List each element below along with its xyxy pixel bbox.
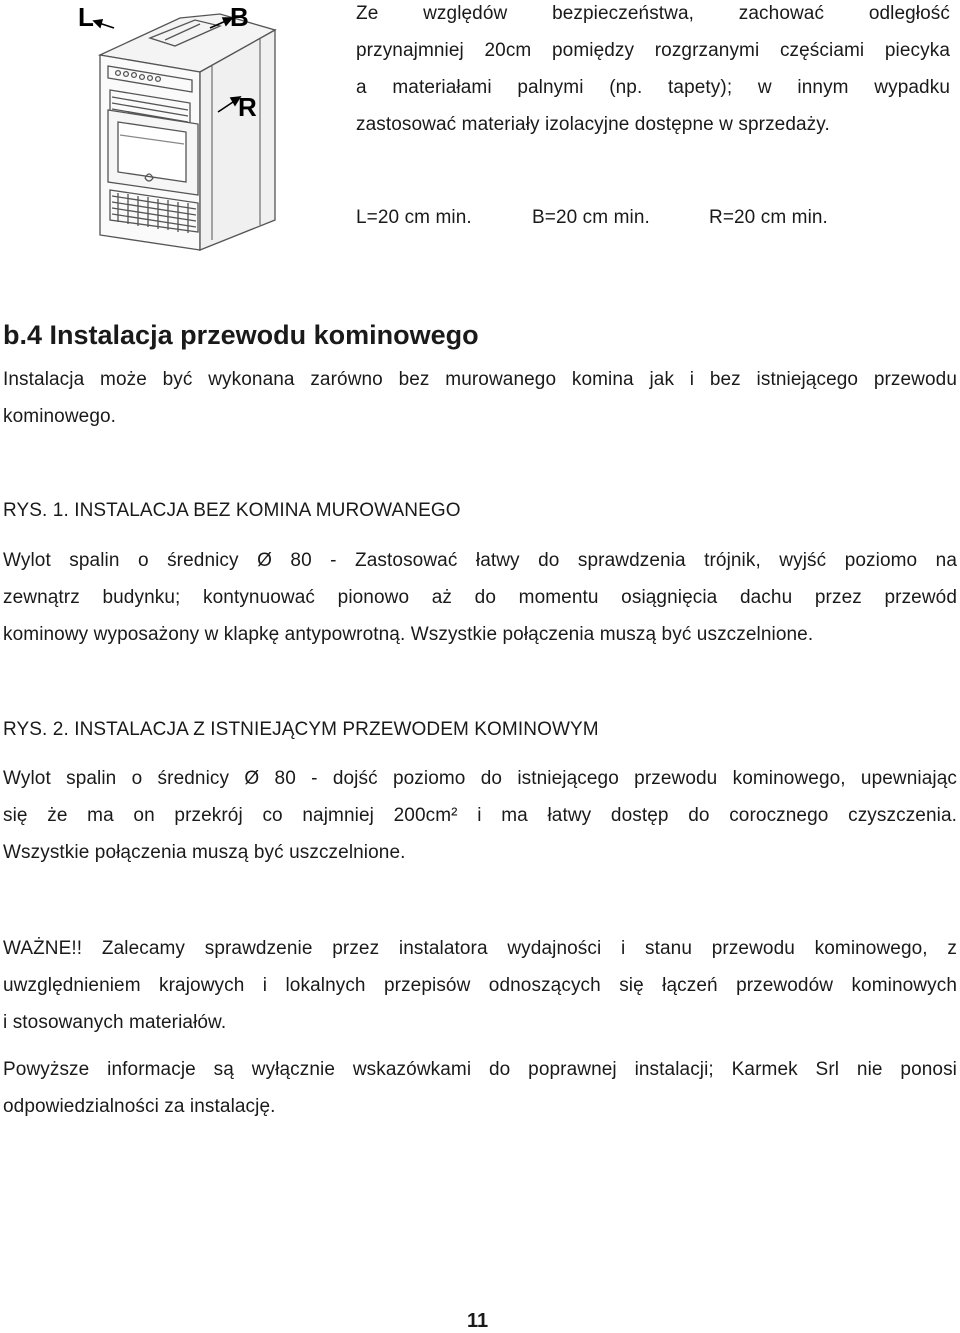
warning-line: i stosowanych materiałów.	[3, 1012, 227, 1033]
page-number: 11	[467, 1310, 489, 1332]
disclaimer-line: Powyższe informacje są wyłącznie wskazówkami do poprawnej instalacji; Karmek Srl nie ponosi	[3, 1059, 957, 1080]
section-heading: b.4 Instalacja przewodu kominowego	[3, 320, 479, 350]
fig2-title: RYS. 2. INSTALACJA Z ISTNIEJĄCYM PRZEWODEM KOMINOWYM	[3, 719, 599, 740]
fig1-line: zewnątrz budynku; kontynuować pionowo aż do momentu osiągnięcia dachu przez przewód	[3, 587, 957, 608]
clearance-line: zastosować materiały izolacyjne dostępne w sprzedaży.	[356, 114, 830, 135]
section-intro	[3, 361, 957, 435]
label-right: R	[238, 92, 257, 122]
clearance-line: przynajmniej 20cm pomiędzy rozgrzanymi częściami piecyka	[356, 40, 950, 61]
fig2-paragraph	[3, 760, 957, 871]
fig2-line: Wylot spalin o średnicy Ø 80 - dojść poziomo do istniejącego przewodu kominowego, upewniając	[3, 768, 957, 789]
fig2-line: Wszystkie połączenia muszą być uszczelnione.	[3, 842, 406, 863]
warning-line: uwzględnieniem krajowych i lokalnych przepisów odnoszących się łączeń przewodów kominowych	[3, 975, 957, 996]
intro-line: Instalacja może być wykonana zarówno bez murowanego komina jak i bez istniejącego przewodu	[3, 369, 957, 390]
label-left: L	[78, 2, 94, 32]
clearance-paragraph	[356, 0, 950, 143]
warning-paragraph	[3, 930, 957, 1041]
clearance-right: R=20 cm min.	[709, 207, 828, 228]
disclaimer-line: odpowiedzialności za instalację.	[3, 1096, 276, 1117]
fig1-line: Wylot spalin o średnicy Ø 80 - Zastosować łatwy do sprawdzenia trójnik, wyjść poziomo na	[3, 550, 957, 571]
warning-line: WAŻNE!! Zalecamy sprawdzenie przez instalatora wydajności i stanu przewodu kominowego, z	[3, 938, 957, 959]
intro-line: kominowego.	[3, 406, 117, 427]
stove-figure	[60, 0, 330, 255]
clearance-line: a materiałami palnymi (np. tapety); w innym wypadku	[356, 77, 950, 98]
disclaimer-paragraph	[3, 1051, 957, 1125]
clearance-back: B=20 cm min.	[532, 207, 650, 228]
fig2-line: się że ma on przekrój co najmniej 200cm² i ma łatwy dostęp do corocznego czyszczenia.	[3, 805, 957, 826]
fig1-title: RYS. 1. INSTALACJA BEZ KOMINA MUROWANEGO	[3, 500, 461, 521]
clearance-line: Ze względów bezpieczeństwa, zachować odległość	[356, 3, 950, 24]
clearance-left: L=20 cm min.	[356, 207, 472, 228]
fig1-line: kominowy wyposażony w klapkę antypowrotną. Wszystkie połączenia muszą być uszczelnione.	[3, 624, 814, 645]
stove-drawing	[60, 0, 330, 255]
fig1-paragraph	[3, 542, 957, 653]
label-back: B	[230, 2, 249, 32]
